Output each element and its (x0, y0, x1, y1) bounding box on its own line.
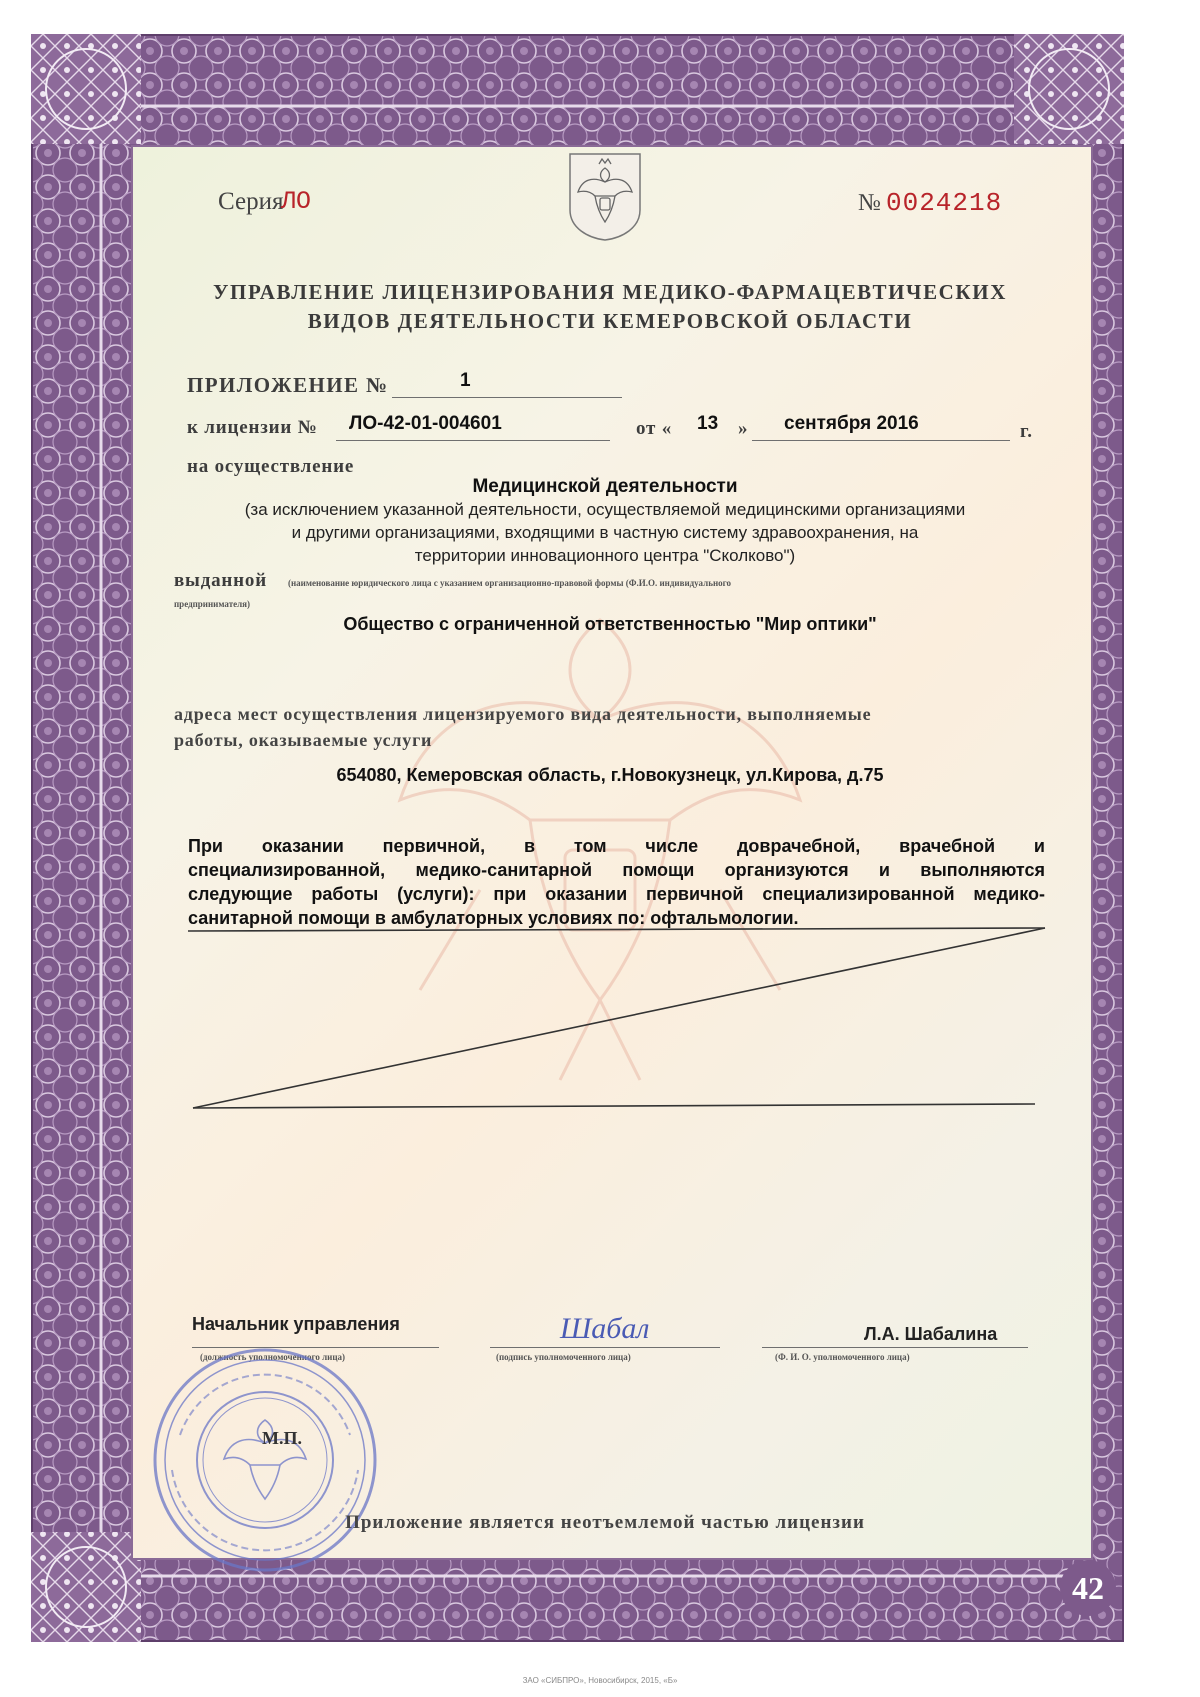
signatory-position: Начальник управления (192, 1314, 400, 1334)
license-date-from: от « (636, 418, 673, 439)
activity-note-line-3: территории инновационного центра "Сколково") (414, 546, 796, 565)
license-date-day-close: » (738, 418, 749, 439)
address-label-line-1: адреса мест осуществления лицензируемого вида деятельности, выполняемые (174, 704, 872, 724)
name-line (762, 1347, 1028, 1348)
signatory-name: Л.А. Шабалина (864, 1324, 998, 1344)
number-sign: № (858, 190, 881, 216)
license-date-month-year: сентября 2016 (784, 413, 919, 434)
services-line-2: специализированной, медико-санитарной помощи организуются и выполняются (188, 860, 1045, 880)
printer-imprint: ЗАО «СИБПРО», Новосибирск, 2015, «Б» (522, 1676, 678, 1685)
services-line-3: следующие работы (услуги): при оказании первичной специализированной медико- (188, 884, 1045, 904)
activity-title: Медицинской деятельности (472, 476, 738, 497)
position-hint: (должность уполномоченного лица) (200, 1352, 345, 1362)
services-line-4: санитарной помощи в амбулаторных условиях по: офтальмологии. (188, 908, 799, 928)
corner-number-badge: 42 (1060, 1560, 1116, 1616)
appendix-label: ПРИЛОЖЕНИЕ № (187, 373, 389, 397)
appendix-integral-note: Приложение является неотъемлемой частью лицензии (345, 1512, 865, 1533)
series-label: Серия (218, 188, 284, 215)
authority-line-2: ВИДОВ ДЕЯТЕЛЬНОСТИ КЕМЕРОВСКОЙ ОБЛАСТИ (307, 309, 913, 333)
official-stamp-icon (150, 1345, 380, 1575)
appendix-number: 1 (460, 370, 471, 391)
services-line-1: При оказании первичной, в том числе доврачебной, врачебной и (188, 836, 1045, 856)
authority-line-1: УПРАВЛЕНИЕ ЛИЦЕНЗИРОВАНИЯ МЕДИКО-ФАРМАЦЕВТИЧЕСКИХ (213, 280, 1007, 304)
license-label: к лицензии № (187, 417, 318, 438)
organization-name: Общество с ограниченной ответственностью "Мир оптики" (343, 614, 877, 634)
license-year-suffix: г. (1020, 421, 1033, 442)
address-value: 654080, Кемеровская область, г.Новокузнецк, ул.Кирова, д.75 (336, 765, 884, 785)
signature-hint: (подпись уполномоченного лица) (496, 1352, 631, 1362)
handwritten-signature: Шабал (560, 1312, 650, 1345)
activity-note-line-2: и другими организациями, входящими в частную систему здравоохранения, на (291, 523, 919, 542)
activity-note-line-1: (за исключением указанной деятельности, осуществляемой медицинскими организациями (244, 500, 966, 519)
issued-hint-line-2: предпринимателя) (174, 599, 251, 609)
name-hint: (Ф. И. О. уполномоченного лица) (775, 1352, 910, 1362)
issued-label: выданной (174, 570, 267, 591)
signature-line (490, 1347, 720, 1348)
address-label-line-2: работы, оказываемые услуги (174, 730, 433, 750)
license-number: ЛО-42-01-004601 (349, 413, 502, 434)
stamp-place-mp: М.П. (262, 1428, 302, 1448)
license-form-number: 0024218 (886, 188, 1003, 218)
license-date-day: 13 (697, 413, 719, 434)
activity-label: на осуществление (187, 456, 355, 477)
issued-hint-line-1: (наименование юридического лица с указанием организационно-правовой формы (Ф.И.О. индивидуального (288, 578, 731, 588)
series-value: ЛО (281, 187, 312, 216)
